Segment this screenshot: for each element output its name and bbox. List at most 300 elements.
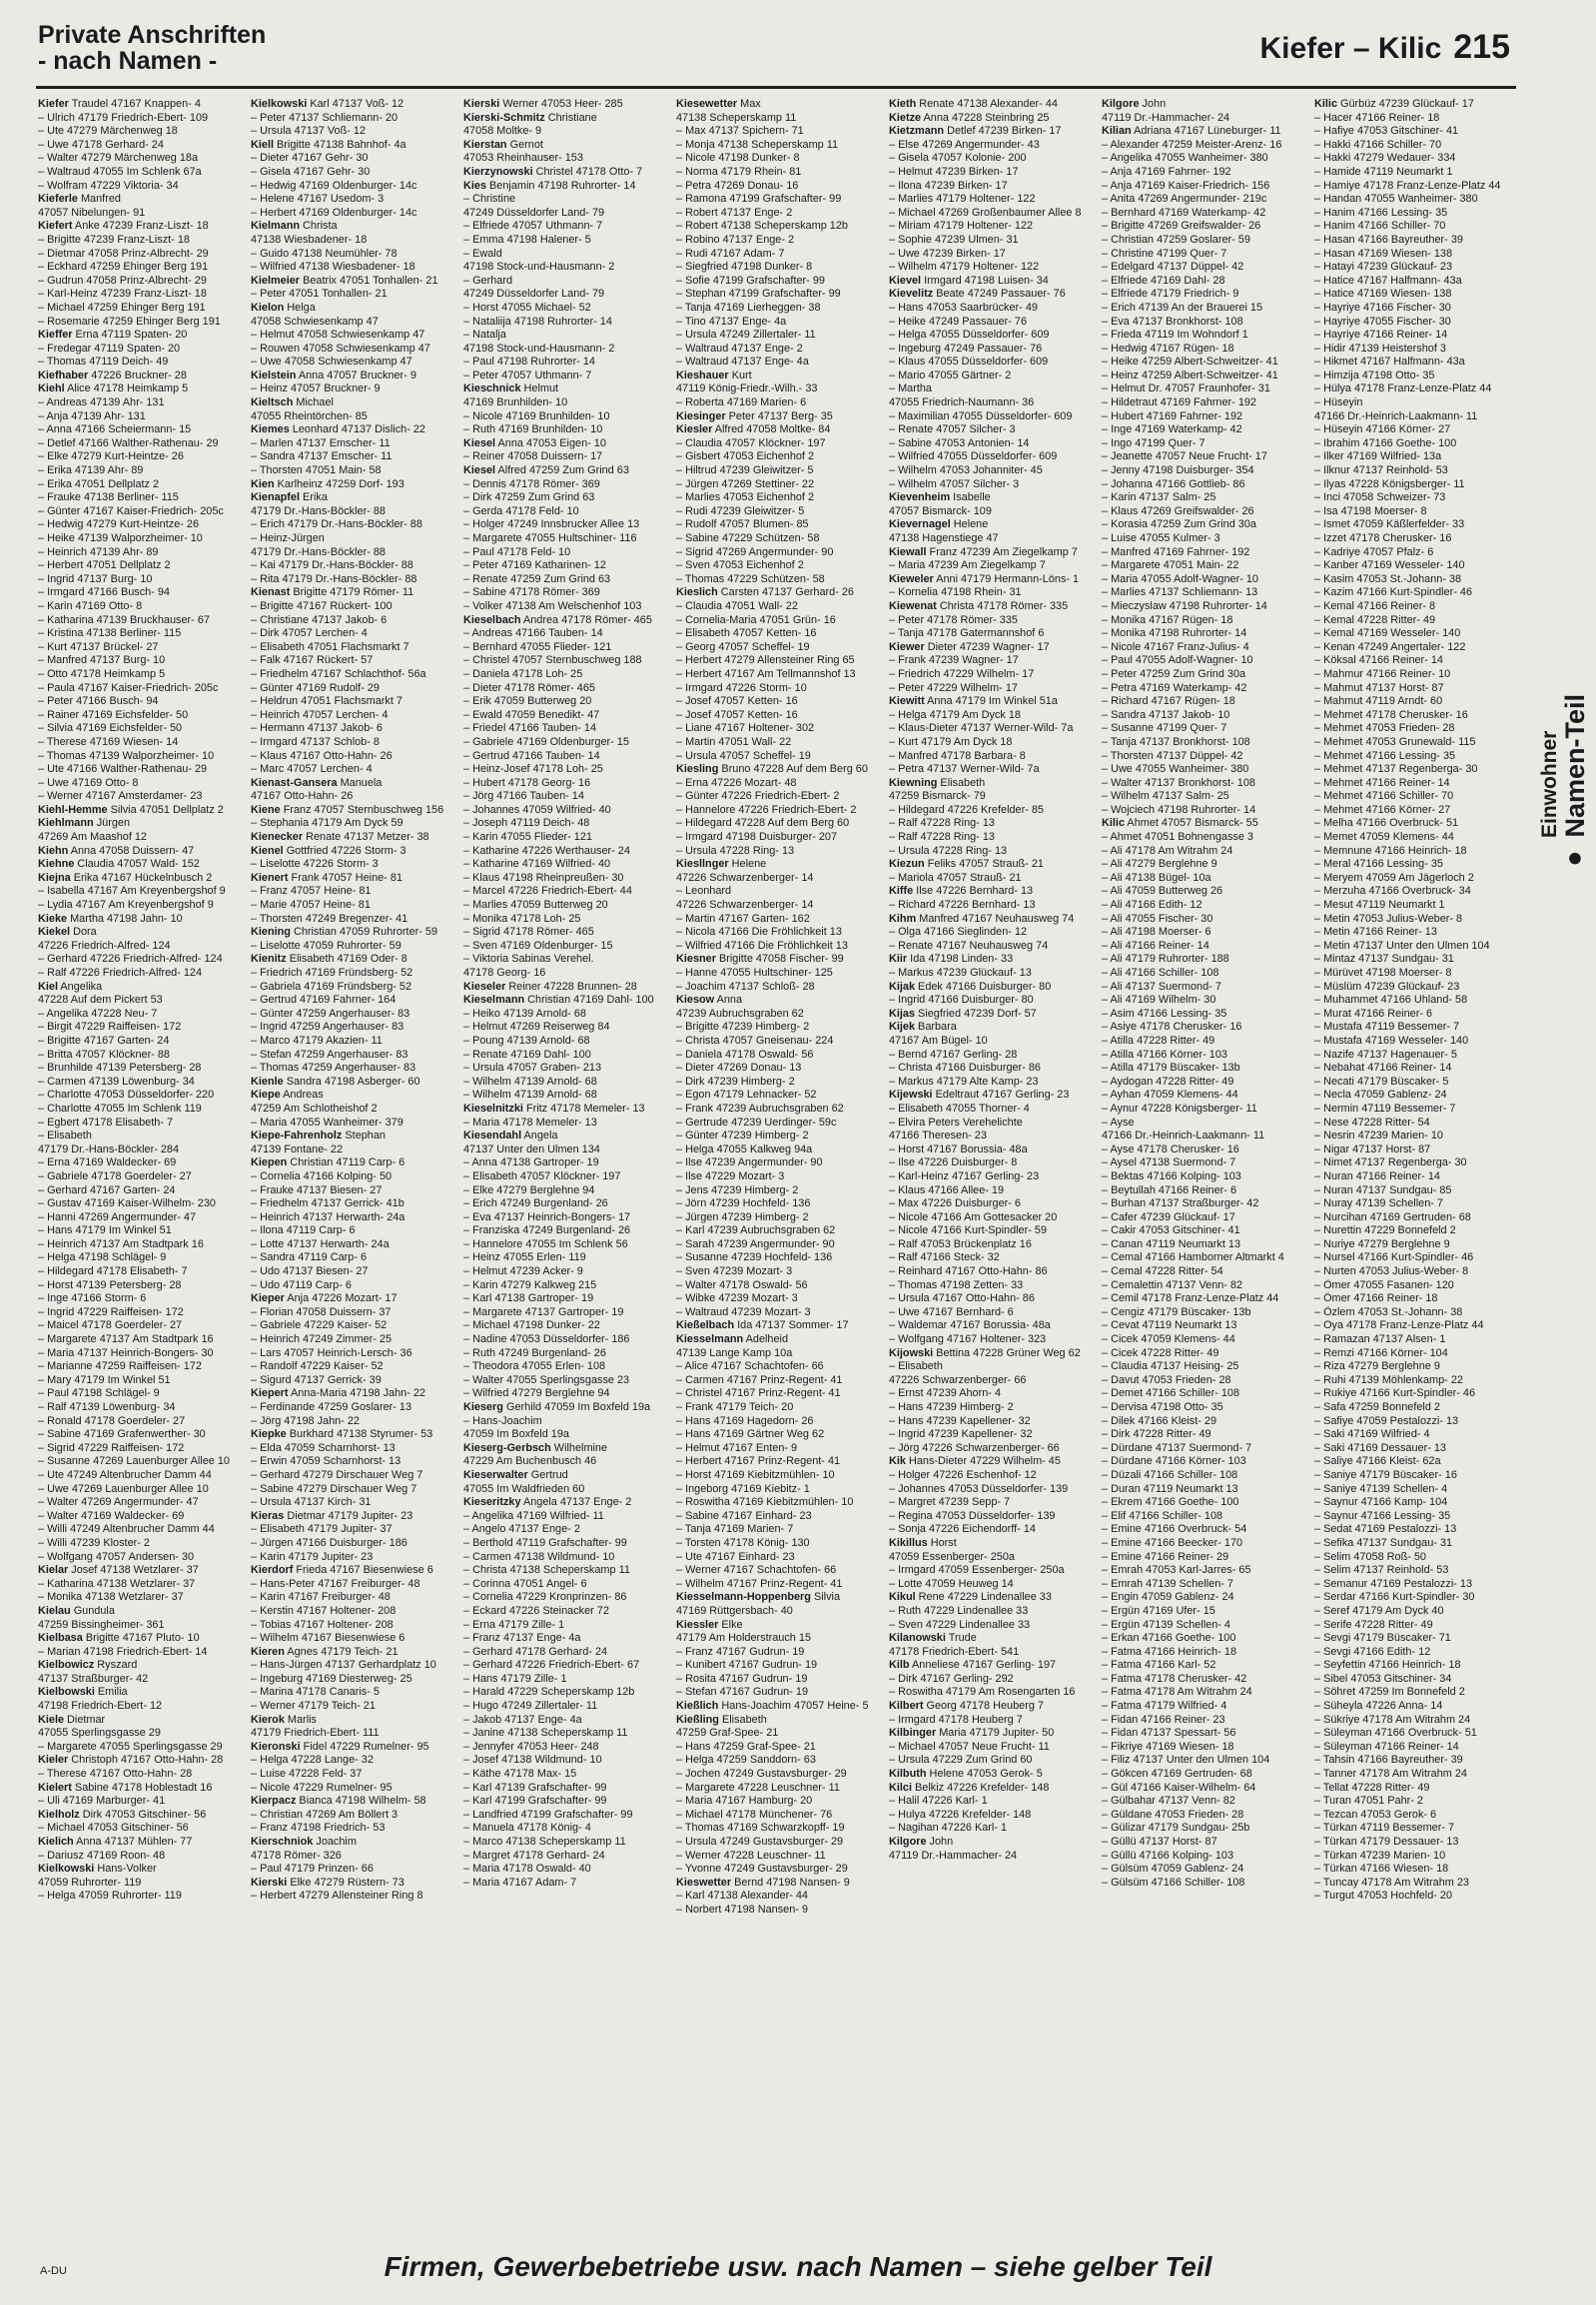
entry-details: – Liane 47167 Holtener- 302	[676, 722, 815, 735]
entry-details: 47137 Straßburger- 42	[38, 1672, 149, 1685]
surname: Kieper	[251, 1292, 285, 1305]
listing-entry	[463, 275, 668, 289]
entry-details: – Hans-Joachim	[463, 1414, 542, 1427]
listing-entry	[38, 627, 243, 641]
entry-details: – Frauke 47137 Biesen- 27	[251, 1183, 383, 1196]
entry-details: – Ali 47166 Reiner- 14	[1102, 939, 1209, 952]
listing-entry	[1314, 1089, 1516, 1103]
surname: Kieselmann	[463, 994, 525, 1007]
listing-entry	[251, 1076, 455, 1090]
entry-details: – Marco 47138 Scheperskamp 11	[463, 1836, 626, 1848]
entry-details: – Carmen 47139 Löwenburg- 34	[38, 1075, 195, 1088]
entry-details: 47249 Düsseldorfer Land- 79	[463, 288, 605, 301]
listing-entry	[251, 356, 455, 370]
listing-entry	[463, 736, 668, 750]
listing-entry	[1102, 139, 1306, 153]
entry-details: – Selim 47058 Roß- 50	[1314, 1550, 1426, 1563]
surname: Kießelbach	[676, 1319, 735, 1332]
listing-entry	[463, 614, 668, 628]
entry-details: Christian 47119 Carp- 6	[287, 1156, 405, 1169]
listing-entry	[463, 98, 668, 112]
listing-entry	[38, 139, 243, 153]
listing-entry	[251, 1130, 455, 1144]
entry-details: – Fatma 47166 Karl- 52	[1102, 1659, 1216, 1672]
listing-entry	[676, 532, 881, 546]
entry-details: – Güldane 47053 Frieden- 28	[1102, 1808, 1244, 1821]
listing-entry	[463, 1279, 668, 1293]
listing-entry	[38, 491, 243, 505]
listing-entry	[889, 450, 1094, 464]
entry-details: – Hildegard 47226 Krefelder- 85	[889, 803, 1044, 816]
entry-details: – Ali 47137 Suermond- 7	[1102, 980, 1221, 993]
listing-entry	[1102, 261, 1306, 275]
listing-entry	[1314, 234, 1516, 248]
listing-entry	[1102, 1700, 1306, 1714]
entry-details: – Irmgard 47198 Duisburger- 207	[676, 831, 838, 844]
listing-entry	[463, 1523, 668, 1537]
entry-details: – Hacer 47166 Reiner- 18	[1314, 111, 1440, 124]
entry-details: – Erik 47059 Butterweg 20	[463, 695, 592, 708]
entry-details: – Heldrun 47051 Flachsmarkt 7	[251, 695, 402, 708]
listing-entry	[1314, 1890, 1516, 1904]
listing-entry	[463, 668, 668, 682]
entry-details: – Ralf 47166 Steck- 32	[889, 1251, 1000, 1264]
listing-entry	[463, 1306, 668, 1320]
surname: Kiesewetter	[676, 98, 738, 110]
listing-entry	[38, 777, 243, 791]
listing-entry	[251, 1333, 455, 1347]
listing-entry	[38, 1103, 243, 1117]
entry-details: – Mehmet 47053 Grunewald- 115	[1314, 735, 1476, 748]
listing-entry	[1102, 1184, 1306, 1198]
entry-details: – Tanja 47169 Lierheggen- 38	[676, 301, 821, 314]
listing-entry	[251, 1510, 455, 1524]
listing-entry	[38, 1673, 243, 1687]
entry-details: 47119 Dr.-Hammacher- 24	[889, 1849, 1018, 1862]
entry-details: – Nursel 47166 Kurt-Spindler- 46	[1314, 1251, 1474, 1264]
entry-details: – Anja 47139 Ahr- 131	[38, 409, 146, 422]
entry-details: – Kurt 47179 Am Dyck 18	[889, 735, 1013, 748]
listing-entry	[38, 1238, 243, 1252]
listing-entry	[1102, 491, 1306, 505]
listing-entry	[38, 709, 243, 723]
listing-entry	[1314, 1319, 1516, 1333]
entry-details: – Josef 47057 Ketten- 16	[676, 695, 798, 708]
surname: Kierski-Schmitz	[463, 111, 545, 124]
listing-entry	[889, 316, 1094, 330]
entry-details: – Kazim 47166 Kurt-Spindler- 46	[1314, 586, 1472, 599]
listing-entry	[463, 1578, 668, 1592]
entry-details: – Wilfried 47055 Düsseldorfer- 609	[889, 450, 1058, 463]
listing-entry	[889, 1768, 1094, 1782]
listing-entry	[251, 1008, 455, 1022]
listing-entry	[251, 437, 455, 451]
listing-entry	[889, 288, 1094, 302]
entry-details: Reiner 47228 Brunnen- 28	[505, 980, 637, 993]
entry-details: – Maria 47239 Am Ziegelkamp 7	[889, 559, 1046, 572]
listing-entry	[1314, 1062, 1516, 1076]
listing-entry	[463, 1251, 668, 1265]
entry-details: – Christa 47166 Duisburger- 86	[889, 1062, 1041, 1075]
listing-entry	[463, 1374, 668, 1388]
listing-entry	[251, 1632, 455, 1646]
listing-entry	[251, 478, 455, 492]
entry-details: – Oya 47178 Franz-Lenze-Platz 44	[1314, 1319, 1484, 1332]
entry-details: – Franz 47057 Heine- 81	[251, 885, 372, 898]
listing-entry	[676, 1632, 881, 1646]
entry-details: – Marlies 47137 Schliemann- 13	[1102, 586, 1258, 599]
entry-details: – Mehmet 47166 Körner- 27	[1314, 803, 1451, 816]
listing-entry	[1314, 1265, 1516, 1279]
entry-details: Ida 47198 Linden- 33	[907, 953, 1014, 966]
entry-details: – Izzet 47178 Cherusker- 16	[1314, 532, 1452, 544]
side-tab-label-top: Einwohner	[1538, 730, 1561, 838]
listing-entry	[251, 423, 455, 437]
listing-entry	[251, 1224, 455, 1238]
listing-entry	[1314, 1836, 1516, 1850]
surname: Kiesendahl	[463, 1130, 522, 1143]
listing-entry	[251, 953, 455, 967]
entry-details: – Hülya 47178 Franz-Lenze-Platz 44	[1314, 383, 1492, 395]
entry-details: Christel 47178 Otto- 7	[532, 165, 643, 178]
entry-details: – Güllü 47166 Kolping- 103	[1102, 1849, 1233, 1862]
listing-entry	[251, 926, 455, 940]
entry-details: – Ute 47279 Märchenweg 18	[38, 125, 178, 138]
entry-details: – Ingrid 47166 Duisburger- 80	[889, 994, 1034, 1007]
surname: Kiepen	[251, 1156, 288, 1169]
entry-details: – Sibel 47053 Gitschiner- 34	[1314, 1672, 1452, 1685]
surname: Kierzynowski	[463, 165, 533, 178]
listing-entry	[1314, 98, 1516, 112]
header-section-subtitle: - nach Namen -	[38, 47, 218, 75]
listing-entry	[1102, 478, 1306, 492]
listing-entry	[251, 899, 455, 913]
entry-details: – Emine 47166 Overbruck- 54	[1102, 1523, 1247, 1536]
listing-entry	[1314, 682, 1516, 696]
entry-details: – Erich 47139 An der Brauerei 15	[1102, 301, 1263, 314]
entry-details: – Erkan 47166 Goethe- 100	[1102, 1632, 1236, 1645]
entry-details: – Dervisa 47198 Otto- 35	[1102, 1401, 1223, 1413]
entry-details: 47179 Am Holderstrauch 15	[676, 1632, 812, 1645]
entry-details: – Elke 47279 Kurt-Heintze- 26	[38, 450, 184, 463]
listing-entry	[251, 1279, 455, 1293]
listing-entry	[889, 1483, 1094, 1497]
entry-details: – Hatice 47169 Wiesen- 138	[1314, 288, 1452, 301]
entry-details: – Wilhelm 47167 Biesenwiese 6	[251, 1632, 405, 1645]
entry-details: – Hermann 47137 Jakob- 6	[251, 722, 383, 735]
listing-entry	[38, 316, 243, 330]
listing-entry	[38, 450, 243, 464]
listing-entry	[676, 1117, 881, 1131]
listing-entry	[889, 207, 1094, 221]
entry-details: – Elvira Peters Verehelichte	[889, 1116, 1023, 1129]
listing-entry	[1314, 1008, 1516, 1022]
listing-entry	[889, 1144, 1094, 1157]
surname: Kieke	[38, 912, 68, 925]
entry-details: 47269 Am Maashof 12	[38, 831, 147, 844]
entry-details: – Peter 47166 Busch- 94	[38, 695, 159, 708]
entry-details: – Anita 47269 Angermunder- 219c	[1102, 193, 1267, 206]
listing-entry	[889, 872, 1094, 886]
entry-details: – Michael 47198 Dunker- 22	[463, 1319, 600, 1332]
entry-details: – Cemal 47166 Hamborner Altmarkt 4	[1102, 1251, 1284, 1264]
entry-details: 47259 Graf-Spee- 21	[676, 1727, 779, 1740]
listing-entry	[1102, 885, 1306, 899]
listing-entry	[676, 356, 881, 370]
listing-entry	[889, 1224, 1094, 1238]
entry-details: – Dürdane 47137 Suermond- 7	[1102, 1441, 1252, 1454]
entry-details: 47226 Bruckner- 28	[88, 369, 187, 382]
entry-details: Dirk 47053 Gitschiner- 56	[79, 1808, 207, 1821]
listing-entry	[676, 682, 881, 696]
listing-entry	[1102, 1659, 1306, 1673]
entry-details: – Nesrin 47239 Marien- 10	[1314, 1130, 1443, 1143]
entry-details: – Stephania 47179 Am Dyck 59	[251, 817, 403, 830]
entry-details: Horst	[927, 1536, 957, 1549]
entry-details: – Rouwen 47058 Schwiesenkamp 47	[251, 342, 430, 355]
listing-entry	[463, 1117, 668, 1131]
entry-details: Gerhild 47059 Im Boxfeld 19a	[502, 1401, 651, 1413]
entry-details: – Jörg 47198 Jahn- 22	[251, 1414, 360, 1427]
surname: Kierski	[463, 98, 500, 110]
entry-details: – Holger 47226 Eschenhof- 12	[889, 1468, 1037, 1481]
entry-details: – Heinz 47055 Erlen- 119	[463, 1251, 586, 1264]
listing-entry	[38, 913, 243, 927]
listing-entry	[463, 1089, 668, 1103]
listing-entry	[251, 220, 455, 234]
entry-details: – Charlotte 47055 Im Schlenk 119	[38, 1102, 202, 1115]
entry-details: – Natalja	[463, 329, 506, 342]
listing-entry	[676, 1578, 881, 1592]
entry-details: – Safiye 47059 Pestalozzi- 13	[1314, 1414, 1459, 1427]
listing-entry	[1102, 98, 1306, 112]
listing-entry	[38, 872, 243, 886]
entry-details: – Hanni 47269 Angermunder- 47	[38, 1210, 197, 1223]
entry-details: – Karin 47055 Flieder- 121	[463, 831, 592, 844]
listing-entry	[251, 994, 455, 1008]
entry-details: – Nese 47228 Ritter- 54	[1314, 1116, 1430, 1129]
listing-entry	[251, 1197, 455, 1211]
entry-details: – Cemil 47178 Franz-Lenze-Platz 44	[1102, 1292, 1279, 1305]
listing-entry	[1314, 804, 1516, 818]
entry-details: – Tellat 47228 Ritter- 49	[1314, 1781, 1430, 1794]
listing-entry	[251, 750, 455, 764]
entry-details: – Rudi 47239 Gleiwitzer- 5	[676, 504, 805, 517]
entry-details: – Nicole 47166 Am Gottesacker 20	[889, 1210, 1058, 1223]
entry-details: – Ursula 47249 Zillertaler- 11	[676, 329, 816, 342]
entry-details: – Paul 47055 Adolf-Wagner- 10	[1102, 654, 1253, 667]
listing-entry	[1314, 410, 1516, 424]
entry-details: – Jennyfer 47053 Heer- 248	[463, 1740, 599, 1753]
listing-entry	[463, 1741, 668, 1755]
listing-entry	[1314, 981, 1516, 995]
entry-details: 47055 Rheintörchen- 85	[251, 409, 368, 422]
entry-details: 47138 Scheperskamp 11	[676, 111, 797, 124]
surname: Kiewitt	[889, 695, 925, 708]
entry-details: Stephan	[342, 1130, 386, 1143]
listing-entry	[676, 1564, 881, 1578]
listing-entry	[251, 777, 455, 791]
entry-details: – Gisela 47057 Kolonie- 200	[889, 152, 1027, 165]
entry-details: – Ralf 47226 Friedrich-Alfred- 124	[38, 967, 203, 979]
entry-details: – Hayriye 47055 Fischer- 30	[1314, 315, 1451, 328]
listing-entry	[889, 1347, 1094, 1361]
entry-details: – Gabriela 47169 Fründsberg- 52	[251, 980, 412, 993]
entry-details: – Egon 47179 Lehnacker- 52	[676, 1089, 817, 1102]
listing-entry	[251, 1741, 455, 1755]
listing-entry	[1102, 234, 1306, 248]
listing-entry	[38, 1496, 243, 1510]
listing-entry	[889, 1170, 1094, 1184]
surname: Kielkowski	[38, 1863, 95, 1876]
surname: Kielar	[38, 1564, 69, 1577]
entry-details: – Angelika 47228 Neu- 7	[38, 1007, 158, 1020]
entry-details: – Katharina 47138 Wetzlarer- 37	[38, 1577, 196, 1590]
entry-details: – Wilhelm 47139 Arnold- 68	[463, 1075, 597, 1088]
listing-entry	[889, 1401, 1094, 1415]
entry-details: – Ayhan 47059 Klemens- 44	[1102, 1089, 1238, 1102]
entry-details: – Kai 47179 Dr.-Hans-Böckler- 88	[251, 559, 413, 572]
entry-details: 47119 König-Friedr.-Wilh.- 33	[676, 383, 818, 395]
entry-details: – Heike 47249 Passauer- 76	[889, 315, 1028, 328]
entry-details: – Tahsin 47166 Bayreuther- 39	[1314, 1754, 1463, 1767]
entry-details: – Susanne 47239 Hochfeld- 136	[676, 1251, 833, 1264]
entry-details: – Nermin 47119 Bessemer- 7	[1314, 1102, 1456, 1115]
entry-details: 47228 Auf dem Pickert 53	[38, 994, 163, 1007]
entry-details: – Rosemarie 47259 Ehinger Berg 191	[38, 315, 221, 328]
listing-entry	[889, 899, 1094, 913]
surname: Kikul	[889, 1591, 916, 1604]
listing-entry	[676, 1605, 881, 1619]
entry-details: – Roberta 47169 Marien- 6	[676, 396, 807, 409]
listing-entry	[463, 1659, 668, 1673]
listing-entry	[1314, 207, 1516, 221]
listing-entry	[251, 383, 455, 396]
listing-entry	[1314, 994, 1516, 1008]
listing-entry	[463, 994, 668, 1008]
listing-entry	[889, 1292, 1094, 1306]
listing-entry	[889, 1605, 1094, 1619]
entry-details: – Metin 47166 Reiner- 13	[1314, 926, 1437, 939]
listing-entry	[463, 1836, 668, 1850]
listing-entry	[463, 1224, 668, 1238]
listing-entry	[463, 1551, 668, 1565]
entry-details: – Herbert 47167 Prinz-Regent- 41	[676, 1455, 841, 1468]
entry-details: – Ali 47166 Edith- 12	[1102, 899, 1202, 912]
entry-details: Christa 47178 Römer- 335	[936, 599, 1069, 612]
listing-entry	[463, 410, 668, 424]
listing-entry	[676, 967, 881, 981]
entry-details: – Margarete 47137 Am Stadtpark 16	[38, 1333, 214, 1346]
surname: Kiehne	[38, 858, 75, 871]
listing-entry	[1314, 858, 1516, 872]
listing-entry	[463, 505, 668, 519]
entry-details: – Waltraud 47137 Enge- 4a	[676, 356, 809, 369]
listing-entry	[1102, 1619, 1306, 1633]
entry-details: 47057 Nibelungen- 91	[38, 206, 146, 219]
surname: Kierschniok	[251, 1836, 314, 1848]
listing-entry	[889, 248, 1094, 262]
listing-entry	[1102, 1238, 1306, 1252]
entry-details: – Claudia 47051 Wall- 22	[676, 599, 798, 612]
entry-details: Helga	[284, 301, 316, 314]
listing-entry	[1314, 1795, 1516, 1809]
entry-details: – Monika 47167 Rügen- 18	[1102, 613, 1233, 626]
listing-entry	[676, 600, 881, 614]
listing-entry	[676, 1551, 881, 1565]
entry-details: – Cemalettin 47137 Venn- 82	[1102, 1278, 1243, 1291]
listing-entry	[676, 125, 881, 139]
listing-entry	[889, 423, 1094, 437]
entry-details: – Brigitte 47239 Franz-Liszt- 18	[38, 233, 190, 246]
listing-entry	[463, 750, 668, 764]
entry-details: – Renate 47057 Silcher- 3	[889, 423, 1016, 436]
entry-details: – Monja 47138 Scheperskamp 11	[676, 138, 839, 151]
entry-details: – Walter 47269 Angermunder- 47	[38, 1496, 199, 1509]
listing-entry	[463, 356, 668, 370]
listing-entry	[1102, 1401, 1306, 1415]
listing-entry	[676, 1211, 881, 1225]
entry-details: Traudel 47167 Knappen- 4	[68, 98, 201, 110]
listing-entry	[463, 1483, 668, 1497]
listing-entry	[1102, 668, 1306, 682]
listing-entry	[676, 1890, 881, 1904]
entry-details: Elke	[718, 1618, 743, 1631]
entry-details: – Gülizar 47179 Sundgau- 25b	[1102, 1822, 1250, 1835]
entry-details: – Handan 47055 Wanheimer- 380	[1314, 193, 1478, 206]
entry-details: – Norbert 47198 Nansen- 9	[676, 1903, 808, 1916]
listing-entry	[889, 1700, 1094, 1714]
listing-entry	[38, 600, 243, 614]
listing-entry	[463, 1292, 668, 1306]
listing-entry	[463, 1619, 668, 1633]
listing-entry	[1314, 1279, 1516, 1293]
listing-entry	[676, 641, 881, 655]
entry-details: Manuela	[337, 776, 383, 789]
listing-entry	[889, 817, 1094, 831]
listing-entry	[889, 1049, 1094, 1063]
listing-entry	[1314, 478, 1516, 492]
entry-details: Gundula	[70, 1604, 115, 1617]
listing-entry	[1314, 1049, 1516, 1063]
entry-details: Angelika	[57, 980, 103, 993]
entry-details: – Sigurd 47137 Gerrick- 39	[251, 1373, 382, 1386]
listing-entry	[889, 1035, 1094, 1049]
listing-entry	[676, 559, 881, 573]
entry-details: 47053 Rheinhauser- 153	[463, 152, 583, 165]
listing-entry	[1102, 1292, 1306, 1306]
listing-entry	[251, 804, 455, 818]
listing-entry	[38, 1211, 243, 1225]
listing-entry	[1314, 750, 1516, 764]
entry-details: – Ali 47169 Wilhelm- 30	[1102, 994, 1216, 1007]
entry-details: – Marc 47057 Lerchen- 4	[251, 763, 373, 776]
listing-entry	[676, 1035, 881, 1049]
listing-entry	[1102, 722, 1306, 736]
listing-entry	[1314, 1347, 1516, 1361]
entry-details: – Ursula 47167 Otto-Hahn- 86	[889, 1292, 1035, 1305]
entry-details: – Tuncay 47178 Am Witrahm 23	[1314, 1876, 1469, 1889]
entry-details: – Christian 47259 Goslarer- 59	[1102, 233, 1250, 246]
entry-details: – Brigitte 47269 Greifswalder- 26	[1102, 220, 1261, 233]
listing-entry	[1102, 872, 1306, 886]
listing-entry	[38, 1021, 243, 1035]
entry-details: – Saki 47169 Wilfried- 4	[1314, 1428, 1430, 1441]
entry-details: – Türkan 47119 Bessemer- 7	[1314, 1822, 1455, 1835]
entry-details: – Klaus-Dieter 47137 Werner-Wild- 7a	[889, 722, 1074, 735]
entry-details: Claudia 47057 Wald- 152	[74, 858, 200, 871]
entry-details: – Karin 47179 Jupiter- 23	[251, 1550, 374, 1563]
